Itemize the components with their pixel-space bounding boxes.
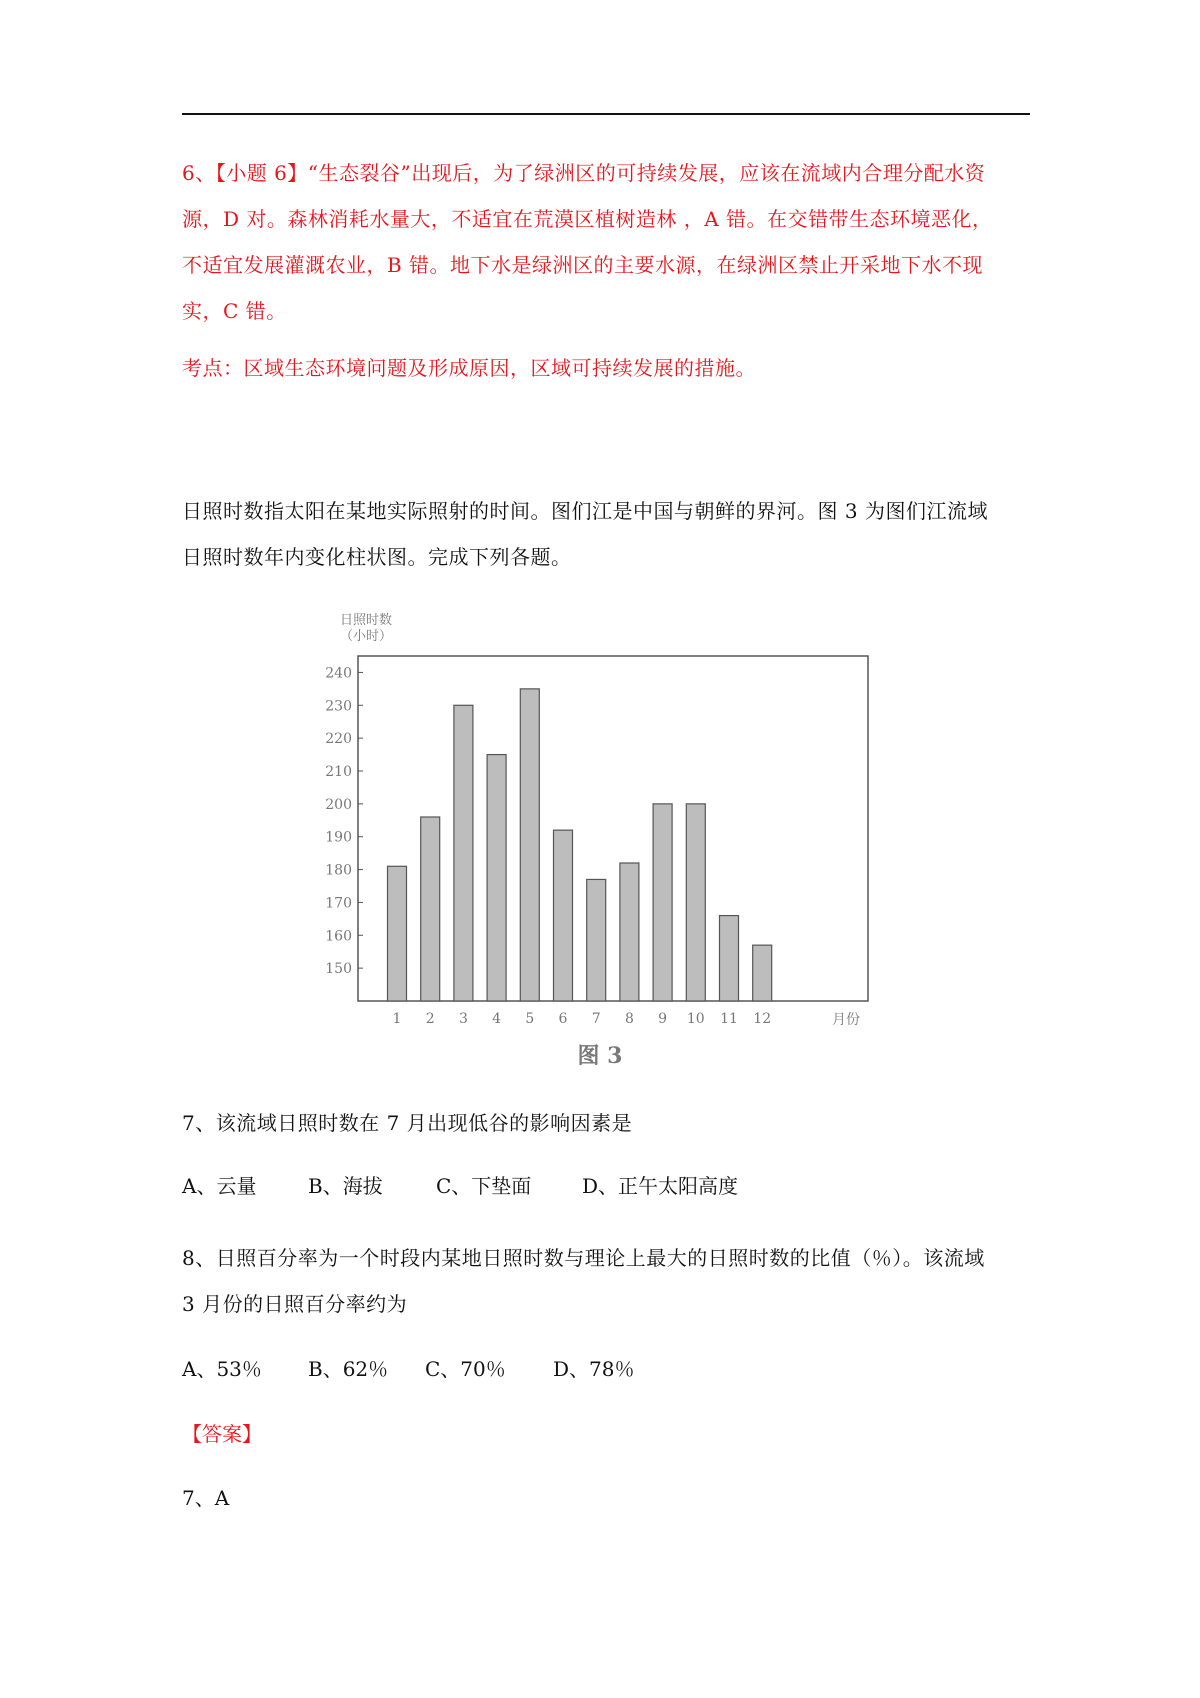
- explanation-paragraph: [182, 150, 1032, 334]
- x-tick-label: 3: [458, 1011, 468, 1027]
- q8-stem-line: 8、日照百分率为一个时段内某地日照时数与理论上最大的日照时数的比值（％）。该流域: [182, 1246, 985, 1270]
- header-rule: [182, 113, 1030, 115]
- x-tick-label: 1: [392, 1011, 402, 1027]
- question-8-stem: [182, 1235, 1032, 1327]
- y-tick-label: 160: [325, 928, 352, 945]
- q8-option-b: B、62％: [308, 1357, 389, 1381]
- q8-stem-line: 3 月份的日照百分率约为: [182, 1292, 408, 1316]
- question-7-stem: 7、该流域日照时数在 7 月出现低谷的影响因素是: [182, 1111, 633, 1135]
- intro-line: 日照时数年内变化柱状图。完成下列各题。: [182, 545, 572, 569]
- q8-option-a: A、53％: [182, 1357, 262, 1381]
- x-tick-label: 10: [686, 1011, 705, 1027]
- explanation-line: 6、【小题 6】“生态裂谷”出现后，为了绿洲区的可持续发展，应该在流域内合理分配水资: [182, 161, 986, 185]
- explanation-line: 实，C 错。: [182, 299, 287, 323]
- bar-month-3: [454, 705, 473, 1001]
- x-tick-label: 5: [525, 1011, 535, 1027]
- bar-month-4: [487, 755, 506, 1001]
- intro-line: 日照时数指太阳在某地实际照射的时间。图们江是中国与朝鲜的界河。图 3 为图们江流域: [182, 499, 988, 523]
- question-7-options: [182, 1170, 738, 1199]
- chart-title: 图 3: [577, 1043, 623, 1069]
- answer-item-7: 7、A: [182, 1486, 230, 1510]
- kaodian-line: 考点：区域生态环境问题及形成原因，区域可持续发展的措施。: [182, 356, 756, 380]
- x-axis-label: 月份: [832, 1012, 860, 1028]
- bar-month-6: [554, 830, 573, 1001]
- q7-option-c: C、下垫面: [436, 1174, 532, 1198]
- y-tick-label: 180: [325, 862, 352, 879]
- bar-month-10: [686, 804, 705, 1001]
- x-tick-label: 4: [492, 1011, 502, 1027]
- bar-month-2: [421, 817, 440, 1001]
- x-tick-label: 6: [558, 1011, 568, 1027]
- x-tick-label: 9: [658, 1011, 668, 1027]
- y-axis-label-line1: 日照时数: [340, 613, 393, 628]
- x-tick-label: 2: [425, 1011, 435, 1027]
- y-axis-label-line2: （小时）: [340, 629, 393, 644]
- chart-svg: [300, 606, 920, 1076]
- bar-month-7: [587, 879, 606, 1001]
- q7-option-d: D、正午太阳高度: [582, 1174, 739, 1198]
- explanation-line: 不适宜发展灌溉农业，B 错。地下水是绿洲区的主要水源，在绿洲区禁止开采地下水不现: [182, 253, 984, 277]
- y-tick-label: 190: [325, 829, 352, 846]
- q7-option-a: A、云量: [182, 1174, 257, 1198]
- bar-month-11: [720, 916, 739, 1001]
- intro-paragraph: [182, 488, 1032, 580]
- x-tick-label: 7: [591, 1011, 601, 1027]
- y-tick-label: 210: [325, 764, 352, 780]
- bar-month-5: [520, 689, 539, 1001]
- answer-heading: 【答案】: [182, 1422, 262, 1446]
- x-tick-label: 11: [720, 1011, 738, 1027]
- x-tick-label: 12: [753, 1011, 772, 1027]
- y-tick-label: 150: [325, 961, 352, 978]
- x-tick-label: 8: [624, 1011, 634, 1027]
- y-tick-label: 170: [325, 895, 352, 912]
- bar-month-12: [753, 945, 772, 1001]
- q8-option-c: C、70％: [425, 1357, 506, 1381]
- bar-month-1: [388, 866, 407, 1001]
- q7-option-b: B、海拔: [308, 1174, 383, 1198]
- bar-month-8: [620, 863, 639, 1001]
- y-tick-label: 230: [325, 698, 352, 715]
- question-8-options: [182, 1353, 634, 1382]
- bar-month-9: [653, 804, 672, 1001]
- explanation-line: 源，D 对。森林消耗水量大，不适宜在荒漠区植树造林 ，A 错。在交错带生态环境恶化，: [182, 207, 993, 231]
- sunshine-bar-chart: [300, 606, 920, 1076]
- q8-option-d: D、78％: [553, 1357, 635, 1381]
- y-tick-label: 240: [325, 665, 352, 682]
- y-tick-label: 200: [325, 796, 352, 813]
- y-tick-label: 220: [325, 731, 352, 748]
